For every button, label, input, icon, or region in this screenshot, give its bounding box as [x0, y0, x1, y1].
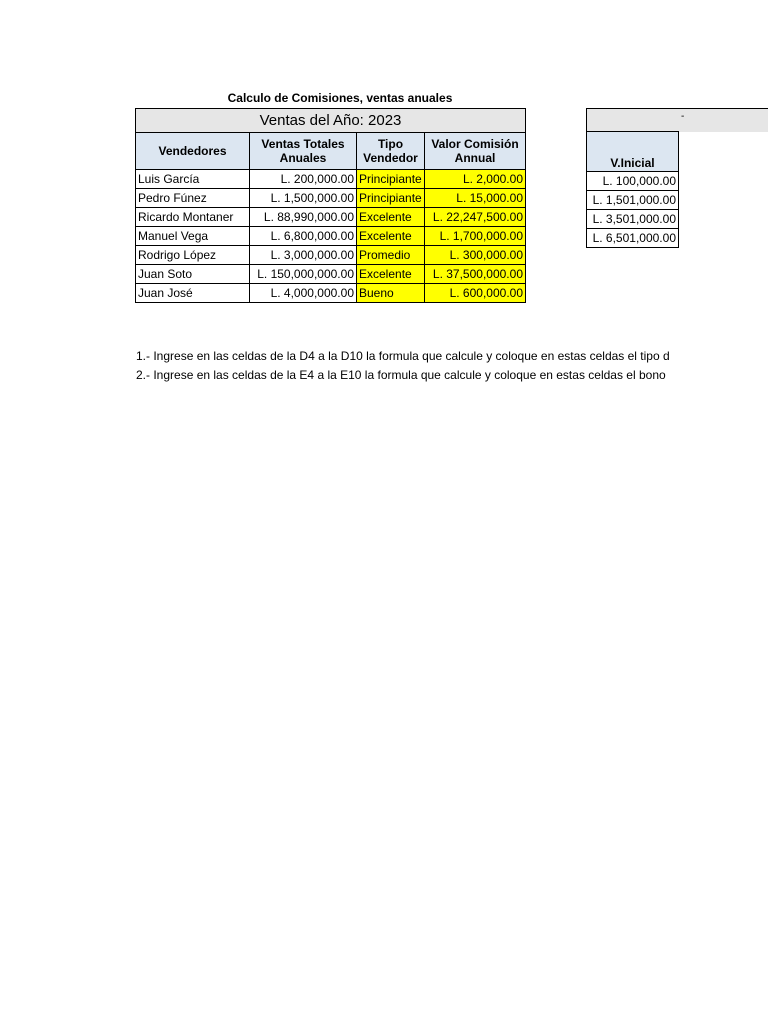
side-table-header-bar[interactable]	[586, 108, 768, 132]
cell-sales[interactable]: L. 150,000,000.00	[250, 265, 357, 284]
cell-type[interactable]: Excelente	[357, 227, 425, 246]
cell-commission[interactable]: L. 2,000.00	[425, 170, 526, 189]
commissions-table	[135, 108, 526, 303]
side-header-fragment: -	[681, 111, 685, 122]
cell-sales[interactable]: L. 88,990,000.00	[250, 208, 357, 227]
cell-v-inicial[interactable]: L. 3,501,000.00	[587, 210, 679, 229]
cell-type[interactable]: Principiante	[357, 170, 425, 189]
instruction-line: 1.- Ingrese en las celdas de la D4 a la D10 la formula que calcule y coloque en estas celdas el tipo d	[136, 349, 670, 363]
table-row	[136, 170, 526, 189]
table-row	[587, 191, 679, 210]
header-tipo-vendedor[interactable]: Tipo Vendedor	[357, 133, 425, 170]
cell-commission[interactable]: L. 37,500,000.00	[425, 265, 526, 284]
header-vendedores[interactable]: Vendedores	[136, 133, 250, 170]
table-row	[136, 227, 526, 246]
cell-name[interactable]: Manuel Vega	[136, 227, 250, 246]
year-header-cell[interactable]: Ventas del Año: 2023	[136, 109, 526, 133]
cell-commission[interactable]: L. 1,700,000.00	[425, 227, 526, 246]
table-row	[136, 246, 526, 265]
cell-name[interactable]: Luis García	[136, 170, 250, 189]
table-row	[136, 189, 526, 208]
header-v-inicial[interactable]: V.Inicial	[587, 132, 679, 172]
cell-name[interactable]: Juan Soto	[136, 265, 250, 284]
cell-v-inicial[interactable]: L. 6,501,000.00	[587, 229, 679, 248]
cell-name[interactable]: Juan José	[136, 284, 250, 303]
cell-sales[interactable]: L. 6,800,000.00	[250, 227, 357, 246]
cell-name[interactable]: Pedro Fúnez	[136, 189, 250, 208]
cell-type[interactable]: Promedio	[357, 246, 425, 265]
instruction-line: 2.- Ingrese en las celdas de la E4 a la E10 la formula que calcule y coloque en estas celdas el bono	[136, 368, 666, 382]
range-table	[586, 131, 679, 248]
cell-sales[interactable]: L. 200,000.00	[250, 170, 357, 189]
table-row	[587, 210, 679, 229]
cell-sales[interactable]: L. 3,000,000.00	[250, 246, 357, 265]
header-ventas-totales[interactable]: Ventas Totales Anuales	[250, 133, 357, 170]
table-row	[136, 208, 526, 227]
cell-commission[interactable]: L. 600,000.00	[425, 284, 526, 303]
cell-type[interactable]: Excelente	[357, 265, 425, 284]
cell-commission[interactable]: L. 22,247,500.00	[425, 208, 526, 227]
cell-type[interactable]: Principiante	[357, 189, 425, 208]
table-row	[587, 229, 679, 248]
cell-v-inicial[interactable]: L. 100,000.00	[587, 172, 679, 191]
cell-name[interactable]: Rodrigo López	[136, 246, 250, 265]
cell-sales[interactable]: L. 1,500,000.00	[250, 189, 357, 208]
cell-type[interactable]: Excelente	[357, 208, 425, 227]
cell-name[interactable]: Ricardo Montaner	[136, 208, 250, 227]
cell-sales[interactable]: L. 4,000,000.00	[250, 284, 357, 303]
cell-type[interactable]: Bueno	[357, 284, 425, 303]
header-valor-comision[interactable]: Valor Comisión Annual	[425, 133, 526, 170]
instructions	[136, 347, 768, 385]
table-row	[587, 172, 679, 191]
table-row	[136, 284, 526, 303]
sheet-title: Calculo de Comisiones, ventas anuales	[227, 91, 453, 105]
cell-commission[interactable]: L. 15,000.00	[425, 189, 526, 208]
cell-commission[interactable]: L. 300,000.00	[425, 246, 526, 265]
cell-v-inicial[interactable]: L. 1,501,000.00	[587, 191, 679, 210]
table-row	[136, 265, 526, 284]
